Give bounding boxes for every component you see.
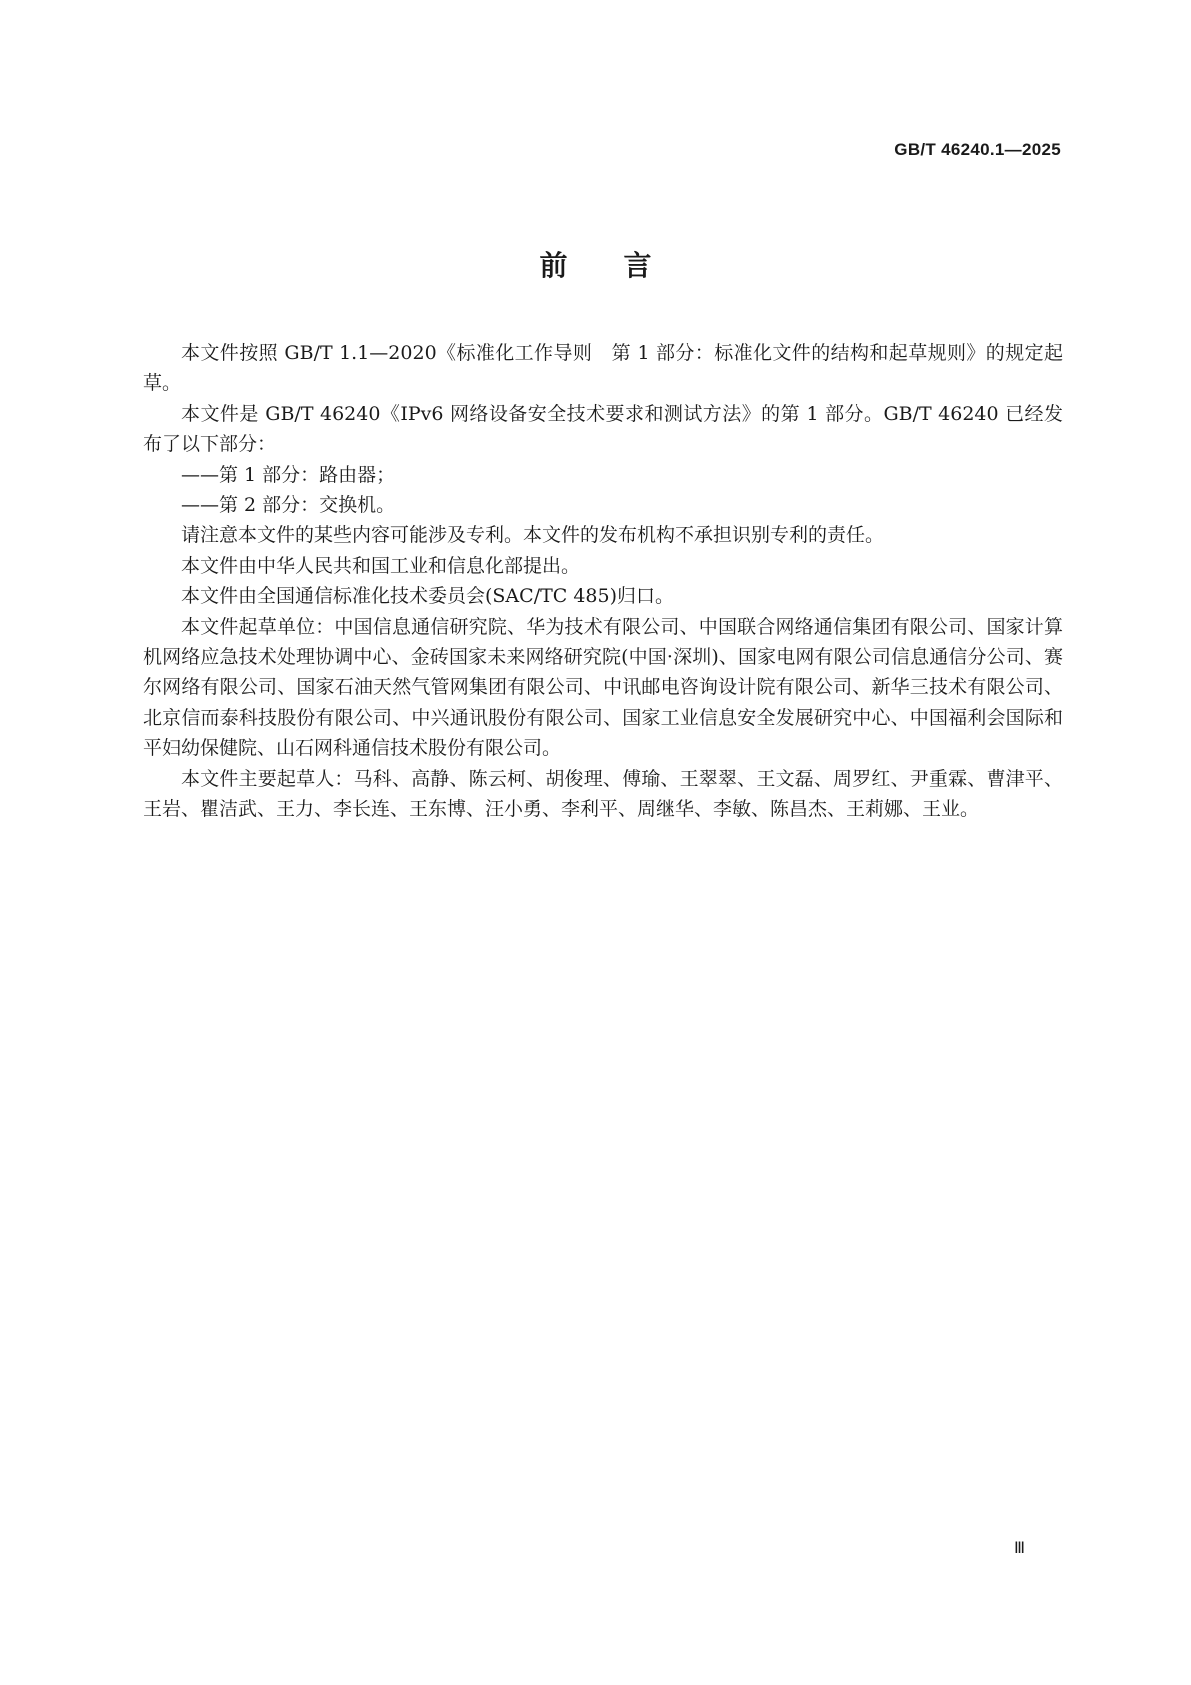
paragraph-drafting-organizations: 本文件起草单位：中国信息通信研究院、华为技术有限公司、中国联合网络通信集团有限公司、国家计算机网络应急技术处理协调中心、金砖国家未来网络研究院(中国·深圳)、国家电网有限公司信息通信分公司、赛尔网络有限公司、国家石油天然气管网集团有限公司、中讯邮电咨询设计院有限公司、新华三技术有限公司、北京信而泰科技股份有限公司、中兴通讯股份有限公司、国家工业信息安全发展研究中心、中国福利会国际和平妇幼保健院、山石网科通信技术股份有限公司。	[143, 615, 1063, 760]
paragraph-patent-notice: 请注意本文件的某些内容可能涉及专利。本文件的发布机构不承担识别专利的责任。	[181, 524, 885, 547]
paragraph-drafting-rules: 本文件按照 GB/T 1.1—2020《标准化工作导则 第 1 部分：标准化文件的结构和起草规则》的规定起草。	[143, 342, 1063, 395]
standard-code: GB/T 46240.1—2025	[894, 140, 1061, 159]
foreword-body	[143, 338, 1063, 825]
list-item-part-2: ——第 2 部分：交换机。	[181, 494, 396, 517]
paragraph-parts-intro: 本文件是 GB/T 46240《IPv6 网络设备安全技术要求和测试方法》的第 1 部分。GB/T 46240 已经发布了以下部分：	[143, 402, 1063, 456]
page-number: Ⅲ	[1013, 1540, 1025, 1557]
list-item-part-1: ——第 1 部分：路由器；	[181, 463, 396, 486]
paragraph-drafters: 本文件主要起草人：马科、高静、陈云柯、胡俊理、傅瑜、王翠翠、王文磊、周罗红、尹重霖、曹津平、王岩、瞿洁武、王力、李长连、王东博、汪小勇、李利平、周继华、李敏、陈昌杰、王莉娜、王业。	[143, 767, 1063, 821]
paragraph-technical-committee: 本文件由全国通信标准化技术委员会(SAC/TC 485)归口。	[181, 585, 675, 608]
page-title: 前言	[539, 249, 708, 282]
paragraph-proposer: 本文件由中华人民共和国工业和信息化部提出。	[181, 554, 581, 577]
